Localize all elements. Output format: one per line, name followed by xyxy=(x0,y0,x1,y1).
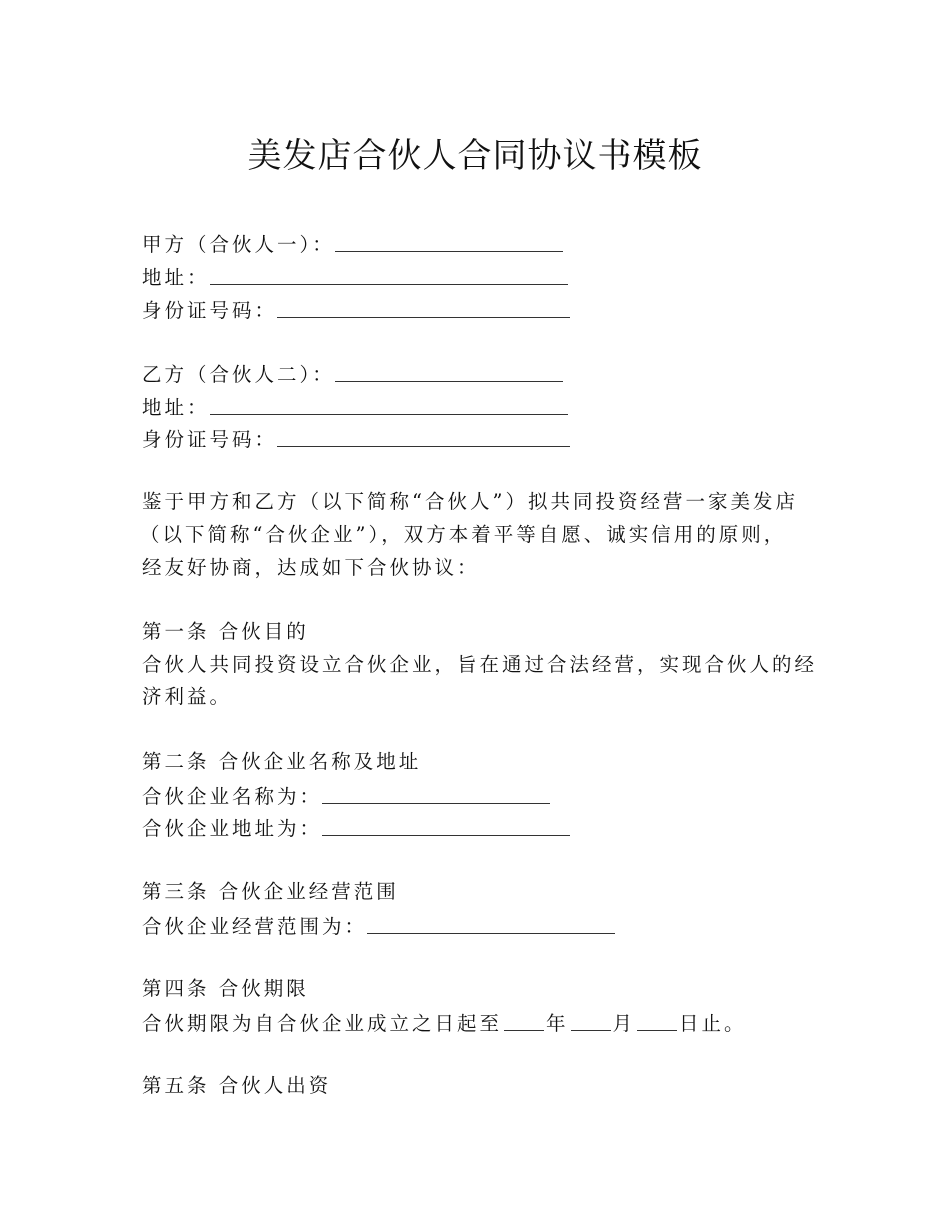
enterprise-address-label: 合伙企业地址为： xyxy=(142,817,323,840)
term-month-field[interactable] xyxy=(571,1008,611,1031)
term-year-field[interactable] xyxy=(504,1008,544,1031)
party-b-id-label: 身份证号码： xyxy=(142,428,278,451)
business-scope-label: 合伙企业经营范围为： xyxy=(142,915,368,938)
term-year-label: 年 xyxy=(546,1012,569,1035)
business-scope-field[interactable] xyxy=(367,911,615,934)
party-a-id-label: 身份证号码： xyxy=(142,299,278,322)
article-3-heading: 第三条 合伙企业经营范围 xyxy=(142,880,399,903)
article-2-address-line xyxy=(142,812,570,844)
term-month-label: 月 xyxy=(612,1012,636,1035)
party-b-id-line xyxy=(142,423,570,455)
article-1-line-2: 济利益。 xyxy=(142,685,233,708)
party-a-address-field[interactable] xyxy=(210,262,568,285)
party-b-line xyxy=(142,358,563,390)
article-2-heading: 第二条 合伙企业名称及地址 xyxy=(142,750,422,773)
party-b-address-label: 地址： xyxy=(142,396,210,419)
preamble-line-3: 经友好协商，达成如下合伙协议： xyxy=(142,556,480,579)
party-b-address-field[interactable] xyxy=(210,392,568,415)
party-a-name-field[interactable] xyxy=(335,229,563,252)
preamble-line-1: 鉴于甲方和乙方（以下简称“合伙人”）拟共同投资经营一家美发店 xyxy=(142,490,798,513)
party-a-id-field[interactable] xyxy=(277,295,570,318)
enterprise-address-field[interactable] xyxy=(322,813,570,836)
term-prefix: 合伙期限为自合伙企业成立之日起至 xyxy=(142,1012,503,1035)
party-a-line xyxy=(142,228,563,260)
term-day-field[interactable] xyxy=(637,1008,677,1031)
party-a-label: 甲方（合伙人一）： xyxy=(142,233,335,256)
preamble-line-2: （以下简称“合伙企业”），双方本着平等自愿、诚实信用的原则， xyxy=(140,523,787,546)
party-a-address-line xyxy=(142,261,568,293)
article-1-line-1: 合伙人共同投资设立合伙企业，旨在通过合法经营，实现合伙人的经 xyxy=(142,653,818,676)
article-4-term-line xyxy=(142,1007,747,1039)
party-b-id-field[interactable] xyxy=(277,424,570,447)
party-b-name-field[interactable] xyxy=(335,359,563,382)
article-5-heading: 第五条 合伙人出资 xyxy=(142,1074,332,1097)
party-b-label: 乙方（合伙人二）： xyxy=(142,363,335,386)
article-2-name-line xyxy=(142,780,550,812)
article-3-scope-line xyxy=(142,910,615,942)
party-a-address-label: 地址： xyxy=(142,266,210,289)
party-a-id-line xyxy=(142,294,570,326)
document-title: 美发店合伙人合同协议书模板 xyxy=(247,136,703,176)
enterprise-name-label: 合伙企业名称为： xyxy=(142,785,323,808)
term-day-suffix: 日止。 xyxy=(679,1012,747,1035)
enterprise-name-field[interactable] xyxy=(322,781,550,804)
party-b-address-line xyxy=(142,391,568,423)
article-4-heading: 第四条 合伙期限 xyxy=(142,977,309,1000)
article-1-heading: 第一条 合伙目的 xyxy=(142,620,309,643)
